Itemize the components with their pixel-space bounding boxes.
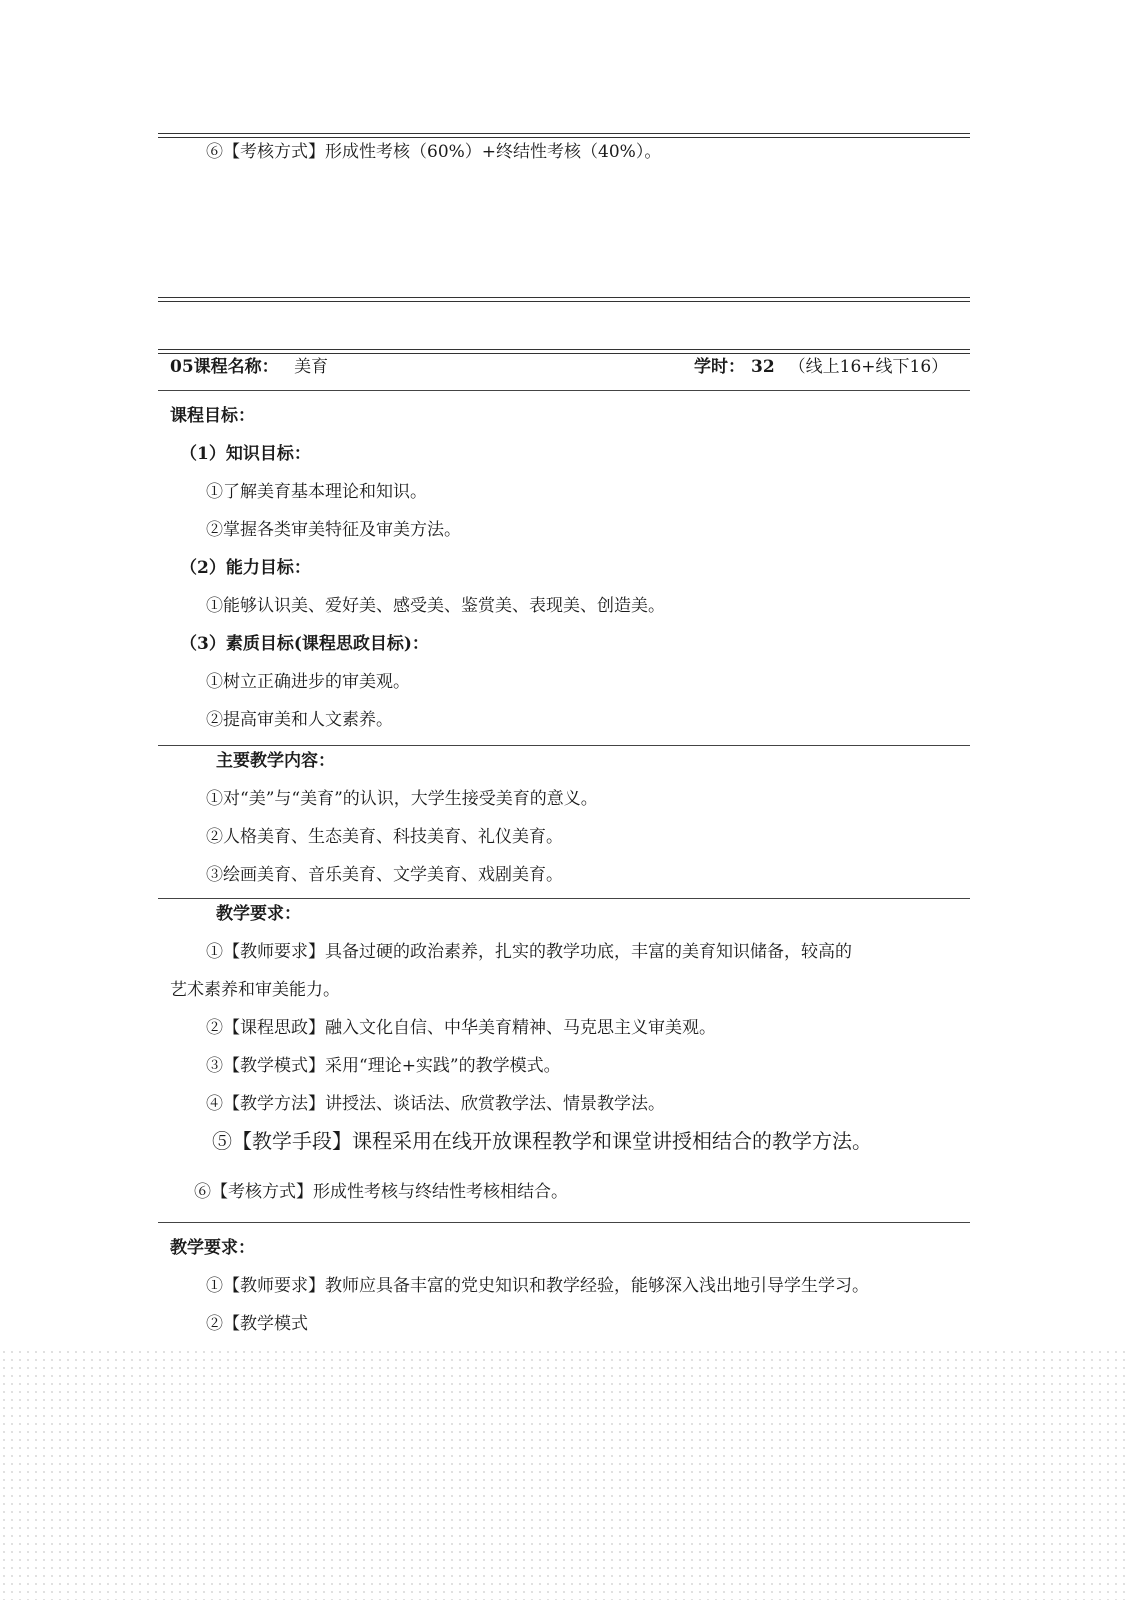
content-item-1: ①对“美”与“美育”的认识，大学生接受美育的意义。 (206, 789, 598, 809)
requirement-1-line-2: 艺术素养和审美能力。 (170, 980, 340, 1000)
requirement-5: ⑤【教学手段】课程采用在线开放课程教学和课堂讲授相结合的教学方法。 (212, 1129, 872, 1153)
course-header-bottom-rule (158, 390, 970, 391)
requirements-title: 教学要求： (216, 904, 301, 924)
next-requirement-2: ②【教学模式 (206, 1314, 308, 1334)
next-requirements-title: 教学要求： (170, 1238, 255, 1258)
next-requirement-1: ①【教师要求】教师应具备丰富的党史知识和教学经验，能够深入浅出地引导学生学习。 (206, 1276, 869, 1296)
course-hours (694, 355, 948, 379)
course-name-label: 05课程名称： (170, 357, 279, 377)
section-end-double-rule (158, 297, 970, 302)
course-hours-label: 学时： (694, 357, 745, 377)
knowledge-item-2: ②掌握各类审美特征及审美方法。 (206, 520, 461, 540)
top-assessment-text: ⑥【考核方式】形成性考核（60%）+终结性考核（40%）。 (206, 142, 662, 162)
knowledge-item-1: ①了解美育基本理论和知识。 (206, 482, 427, 502)
requirements-top-rule (158, 898, 970, 899)
next-section-top-rule (158, 1222, 970, 1223)
course-name-value: 美育 (294, 357, 329, 377)
requirement-1-line-1: ①【教师要求】具备过硬的政治素养，扎实的教学功底，丰富的美育知识储备，较高的 (206, 942, 852, 962)
dotted-overlay (0, 1348, 1131, 1600)
objectives-title: 课程目标： (170, 406, 255, 426)
content-title: 主要教学内容： (216, 751, 335, 771)
course-name-row (170, 355, 328, 379)
content-top-rule (158, 745, 970, 746)
content-item-3: ③绘画美育、音乐美育、文学美育、戏剧美育。 (206, 865, 563, 885)
ability-item-1: ①能够认识美、爱好美、感受美、鉴赏美、表现美、创造美。 (206, 596, 665, 616)
knowledge-title: （1）知识目标： (180, 444, 311, 464)
ability-title: （2）能力目标： (180, 558, 311, 578)
top-double-rule (158, 133, 970, 138)
requirement-6: ⑥【考核方式】形成性考核与终结性考核相结合。 (194, 1182, 568, 1202)
course-header-top-rule (158, 349, 970, 354)
quality-item-1: ①树立正确进步的审美观。 (206, 672, 410, 692)
quality-title: （3）素质目标(课程思政目标)： (180, 634, 429, 654)
requirement-4: ④【教学方法】讲授法、谈话法、欣赏教学法、情景教学法。 (206, 1094, 665, 1114)
requirement-2: ②【课程思政】融入文化自信、中华美育精神、马克思主义审美观。 (206, 1018, 716, 1038)
course-hours-detail: （线上16+线下16） (788, 357, 949, 377)
quality-item-2: ②提高审美和人文素养。 (206, 710, 393, 730)
course-hours-value: 32 (751, 357, 775, 377)
content-item-2: ②人格美育、生态美育、科技美育、礼仪美育。 (206, 827, 563, 847)
requirement-3: ③【教学模式】采用“理论+实践”的教学模式。 (206, 1056, 561, 1076)
